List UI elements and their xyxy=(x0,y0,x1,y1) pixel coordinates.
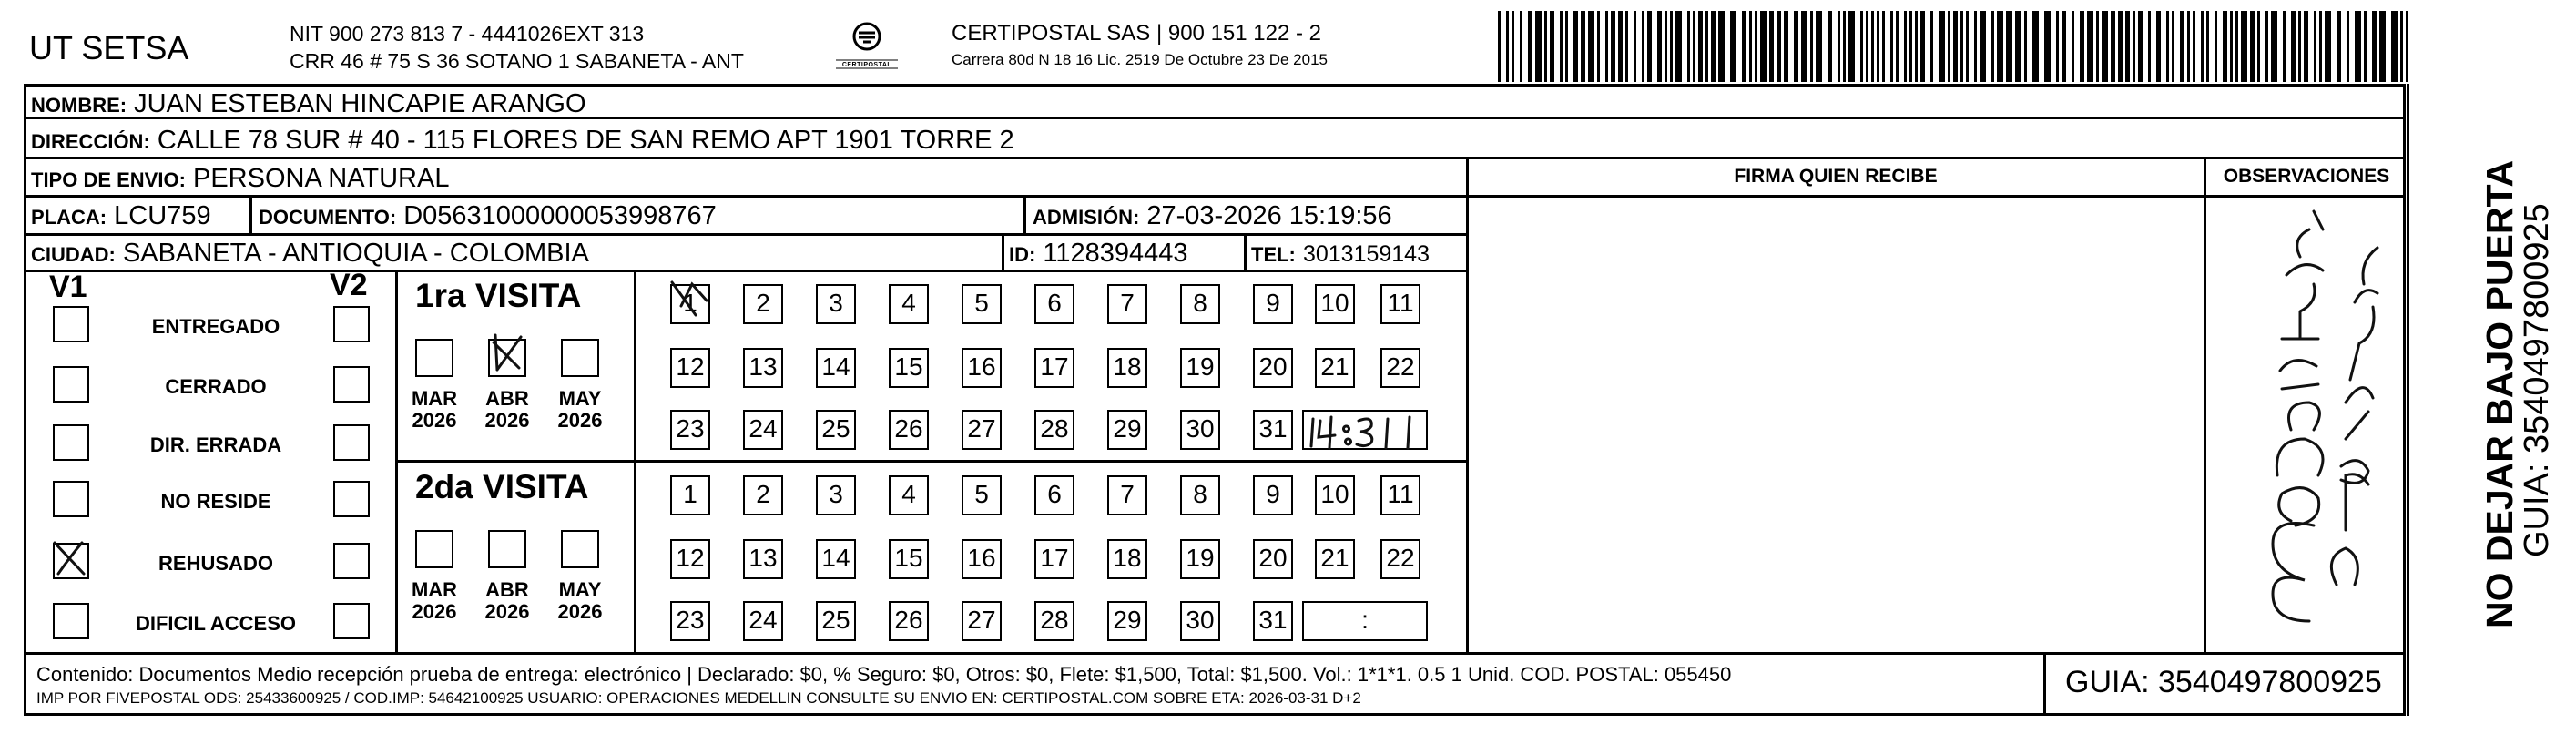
visit2-day-10[interactable]: 10 xyxy=(1315,475,1355,515)
footer-contents: Contenido: Documentos Medio recepción prueba de entrega: electrónico | Declarado: $0, % Seguro: $0, Otros: $0, Flete: $1,500, Total: $1,500. Vol.: 1*1*1. 0.5 1 Unid. COD. POSTAL: 055450 xyxy=(36,663,1732,686)
day-number: 1 xyxy=(683,289,697,317)
side-warning: NO DEJAR BAJO PUERTA xyxy=(2479,159,2520,628)
rule xyxy=(24,652,2406,655)
visit2-month-checkbox-may[interactable] xyxy=(561,530,599,568)
visit2-day-25[interactable]: 25 xyxy=(816,601,856,641)
v1-checkbox-no-reside[interactable] xyxy=(53,481,89,517)
month-year: 2026 xyxy=(412,600,457,623)
visit1-day-12[interactable]: 12 xyxy=(670,348,710,388)
visit2-day-12[interactable]: 12 xyxy=(670,539,710,579)
visit1-day-5[interactable]: 5 xyxy=(962,284,1002,324)
footer-guia: GUIA: 3540497800925 xyxy=(2065,665,2382,699)
status-label-rehusado: REHUSADO xyxy=(158,552,273,575)
rule xyxy=(2043,652,2046,716)
v2-checkbox-dificil-acceso[interactable] xyxy=(333,603,370,639)
visit2-day-3[interactable]: 3 xyxy=(816,475,856,515)
id-field xyxy=(1009,238,1188,270)
nombre-label: NOMBRE: xyxy=(31,94,127,117)
visit2-day-13[interactable]: 13 xyxy=(743,539,783,579)
visit2-month-checkbox-mar[interactable] xyxy=(415,530,453,568)
handwritten-observation xyxy=(2209,202,2400,647)
rule xyxy=(1466,157,1469,653)
visit2-day-23[interactable]: 23 xyxy=(670,601,710,641)
admision-field xyxy=(1033,200,1392,233)
status-label-dificil-acceso: DIFICIL ACCESO xyxy=(135,612,296,635)
visit2-day-7[interactable]: 7 xyxy=(1107,475,1147,515)
rule xyxy=(2204,157,2206,653)
direccion-label: DIRECCIÓN: xyxy=(31,130,150,153)
visit1-day-17[interactable]: 17 xyxy=(1034,348,1074,388)
visit1-day-11[interactable]: 11 xyxy=(1380,284,1420,324)
visit1-day-8[interactable]: 8 xyxy=(1180,284,1220,324)
status-label-cerrado: CERRADO xyxy=(165,375,267,398)
handwritten-time xyxy=(1300,408,1426,452)
visit2-day-6[interactable]: 6 xyxy=(1034,475,1074,515)
visit2-day-24[interactable]: 24 xyxy=(743,601,783,641)
id-label: ID: xyxy=(1009,243,1036,266)
month-year: 2026 xyxy=(484,600,530,623)
visit2-month-label xyxy=(479,579,535,623)
visit2-day-31[interactable]: 31 xyxy=(1253,601,1293,641)
visit2-day-26[interactable]: 26 xyxy=(889,601,929,641)
company-info xyxy=(290,20,744,75)
visit1-day-9[interactable]: 9 xyxy=(1253,284,1293,324)
rule xyxy=(1002,233,1004,270)
visit1-title: 1ra VISITA xyxy=(415,277,582,314)
tipo-row xyxy=(31,163,449,196)
rule xyxy=(1244,233,1247,270)
visit2-day-4[interactable]: 4 xyxy=(889,475,929,515)
admision-label: ADMISIÓN: xyxy=(1033,206,1140,229)
visit1-day-21[interactable]: 21 xyxy=(1315,348,1355,388)
address-line: CRR 46 # 75 S 36 SOTANO 1 SABANETA - ANT xyxy=(290,49,744,73)
month-name: MAY xyxy=(558,578,602,601)
placa-field xyxy=(31,200,211,233)
v1-checkbox-dificil-acceso[interactable] xyxy=(53,603,89,639)
check-mark-icon xyxy=(488,333,526,372)
nombre-value: JUAN ESTEBAN HINCAPIE ARANGO xyxy=(134,89,586,118)
visit1-day-13[interactable]: 13 xyxy=(743,348,783,388)
month-year: 2026 xyxy=(557,600,603,623)
visit1-day-1[interactable] xyxy=(670,284,710,324)
tipo-value: PERSONA NATURAL xyxy=(192,164,450,193)
v2-checkbox-dir-errada[interactable] xyxy=(333,424,370,461)
v1-checkbox-dir-errada[interactable] xyxy=(53,424,89,461)
visit1-day-15[interactable]: 15 xyxy=(889,348,929,388)
rule xyxy=(395,270,398,653)
month-name: ABR xyxy=(485,387,529,410)
observaciones-header: OBSERVACIONES xyxy=(2223,166,2390,187)
company-name: UT SETSA xyxy=(29,29,189,66)
ciudad-label: CIUDAD: xyxy=(31,243,116,266)
visit1-day-16[interactable]: 16 xyxy=(962,348,1002,388)
visit1-day-18[interactable]: 18 xyxy=(1107,348,1147,388)
month-name: MAR xyxy=(411,387,458,410)
license-line: Carrera 80d N 18 16 Lic. 2519 De Octubre 23 De 2015 xyxy=(952,51,1328,68)
barcode xyxy=(1498,11,2413,82)
visit2-day-16[interactable]: 16 xyxy=(962,539,1002,579)
footer-print-info: IMP POR FIVEPOSTAL ODS: 25433600925 / COD.IMP: 54642100925 USUARIO: OPERACIONES MEDELLIN CONSULTE SU ENVIO EN: CERTIPOSTAL.COM SOBRE ETA: 2026-03-31 D+2 xyxy=(36,689,1361,707)
v2-checkbox-rehusado[interactable] xyxy=(333,543,370,579)
visit2-day-8[interactable]: 8 xyxy=(1180,475,1220,515)
visit1-month-label xyxy=(406,388,463,432)
visit1-day-19[interactable]: 19 xyxy=(1180,348,1220,388)
nit-line: NIT 900 273 813 7 - 4441026EXT 313 xyxy=(290,22,645,46)
month-year: 2026 xyxy=(412,409,457,432)
rule xyxy=(634,270,636,653)
v2-checkbox-no-reside[interactable] xyxy=(333,481,370,517)
month-name: MAR xyxy=(411,578,458,601)
tel-value: 3013159143 xyxy=(1302,241,1430,267)
rule xyxy=(249,195,252,234)
visit2-month-label xyxy=(552,579,608,623)
visit1-day-30[interactable]: 30 xyxy=(1180,410,1220,450)
firma-header: FIRMA QUIEN RECIBE xyxy=(1734,166,1938,187)
visit2-day-2[interactable]: 2 xyxy=(743,475,783,515)
visit2-day-5[interactable]: 5 xyxy=(962,475,1002,515)
visit1-day-22[interactable]: 22 xyxy=(1380,348,1420,388)
visit1-month-checkbox-may[interactable] xyxy=(561,339,599,377)
documento-field xyxy=(259,200,717,233)
visit2-day-29[interactable]: 29 xyxy=(1107,601,1147,641)
rule xyxy=(24,233,1468,236)
v2-header: V2 xyxy=(330,268,368,302)
visit2-day-28[interactable]: 28 xyxy=(1034,601,1074,641)
visit2-day-9[interactable]: 9 xyxy=(1253,475,1293,515)
visit1-day-20[interactable]: 20 xyxy=(1253,348,1293,388)
admision-value: 27-03-2026 15:19:56 xyxy=(1146,201,1392,230)
v2-checkbox-cerrado[interactable] xyxy=(333,366,370,403)
direccion-value: CALLE 78 SUR # 40 - 115 FLORES DE SAN REMO APT 1901 TORRE 2 xyxy=(157,126,1014,155)
ciudad-value: SABANETA - ANTIOQUIA - COLOMBIA xyxy=(122,239,589,268)
ciudad-field xyxy=(31,238,589,270)
status-label-dir-errada: DIR. ERRADA xyxy=(149,433,282,456)
visit2-day-11[interactable]: 11 xyxy=(1380,475,1420,515)
documento-value: D05631000000053998767 xyxy=(403,201,717,230)
visit1-day-3[interactable]: 3 xyxy=(816,284,856,324)
check-mark-icon xyxy=(668,279,712,322)
carrier-line: CERTIPOSTAL SAS | 900 151 122 - 2 xyxy=(952,21,1321,46)
visit1-month-label xyxy=(479,388,535,432)
visit1-day-6[interactable]: 6 xyxy=(1034,284,1074,324)
visit2-day-18[interactable]: 18 xyxy=(1107,539,1147,579)
visit1-day-10[interactable]: 10 xyxy=(1315,284,1355,324)
visit1-month-label xyxy=(552,388,608,432)
v1-checkbox-entregado[interactable] xyxy=(53,306,89,342)
placa-value: LCU759 xyxy=(114,201,211,230)
side-guia: GUIA: 3540497800925 xyxy=(2518,203,2556,557)
v1-checkbox-cerrado[interactable] xyxy=(53,366,89,403)
visit2-day-30[interactable]: 30 xyxy=(1180,601,1220,641)
month-name: ABR xyxy=(485,578,529,601)
status-label-no-reside: NO RESIDE xyxy=(160,490,271,513)
visit1-day-4[interactable]: 4 xyxy=(889,284,929,324)
documento-label: DOCUMENTO: xyxy=(259,206,397,229)
visit2-day-27[interactable]: 27 xyxy=(962,601,1002,641)
id-value: 1128394443 xyxy=(1043,239,1188,268)
visit2-day-22[interactable]: 22 xyxy=(1380,539,1420,579)
visit2-day-15[interactable]: 15 xyxy=(889,539,929,579)
visit1-day-27[interactable]: 27 xyxy=(962,410,1002,450)
visit1-day-29[interactable]: 29 xyxy=(1107,410,1147,450)
visit2-day-17[interactable]: 17 xyxy=(1034,539,1074,579)
x-mark-icon xyxy=(51,539,87,576)
nombre-row xyxy=(31,88,586,121)
tel-label: TEL: xyxy=(1251,243,1296,266)
carrier-info xyxy=(952,20,1328,73)
visit1-day-25[interactable]: 25 xyxy=(816,410,856,450)
visit2-day-1[interactable]: 1 xyxy=(670,475,710,515)
tipo-label: TIPO DE ENVIO: xyxy=(31,168,186,191)
rule xyxy=(395,460,1468,463)
visit2-time-box[interactable]: : xyxy=(1302,601,1428,641)
v2-checkbox-entregado[interactable] xyxy=(333,306,370,342)
visit1-day-7[interactable]: 7 xyxy=(1107,284,1147,324)
visit2-day-20[interactable]: 20 xyxy=(1253,539,1293,579)
visit1-month-checkbox-abr[interactable] xyxy=(488,339,526,377)
visit2-day-21[interactable]: 21 xyxy=(1315,539,1355,579)
visit2-day-14[interactable]: 14 xyxy=(816,539,856,579)
visit1-day-14[interactable]: 14 xyxy=(816,348,856,388)
visit1-day-24[interactable]: 24 xyxy=(743,410,783,450)
placa-label: PLACA: xyxy=(31,206,107,229)
visit1-day-31[interactable]: 31 xyxy=(1253,410,1293,450)
visit1-day-23[interactable]: 23 xyxy=(670,410,710,450)
visit1-day-2[interactable]: 2 xyxy=(743,284,783,324)
status-label-entregado: ENTREGADO xyxy=(151,315,280,338)
month-year: 2026 xyxy=(557,409,603,432)
tel-field xyxy=(1251,238,1430,270)
month-year: 2026 xyxy=(484,409,530,432)
visit1-day-26[interactable]: 26 xyxy=(889,410,929,450)
visit2-day-19[interactable]: 19 xyxy=(1180,539,1220,579)
rule xyxy=(1023,195,1026,234)
visit1-month-checkbox-mar[interactable] xyxy=(415,339,453,377)
direccion-row xyxy=(31,125,1014,158)
v1-header: V1 xyxy=(49,270,87,304)
visit2-title: 2da VISITA xyxy=(415,468,589,505)
v1-checkbox-rehusado[interactable] xyxy=(53,543,89,579)
month-name: MAY xyxy=(558,387,602,410)
visit2-month-label xyxy=(406,579,463,623)
logo-wordmark: CERTIPOSTAL xyxy=(841,62,892,68)
visit1-day-28[interactable]: 28 xyxy=(1034,410,1074,450)
visit2-month-checkbox-abr[interactable] xyxy=(488,530,526,568)
